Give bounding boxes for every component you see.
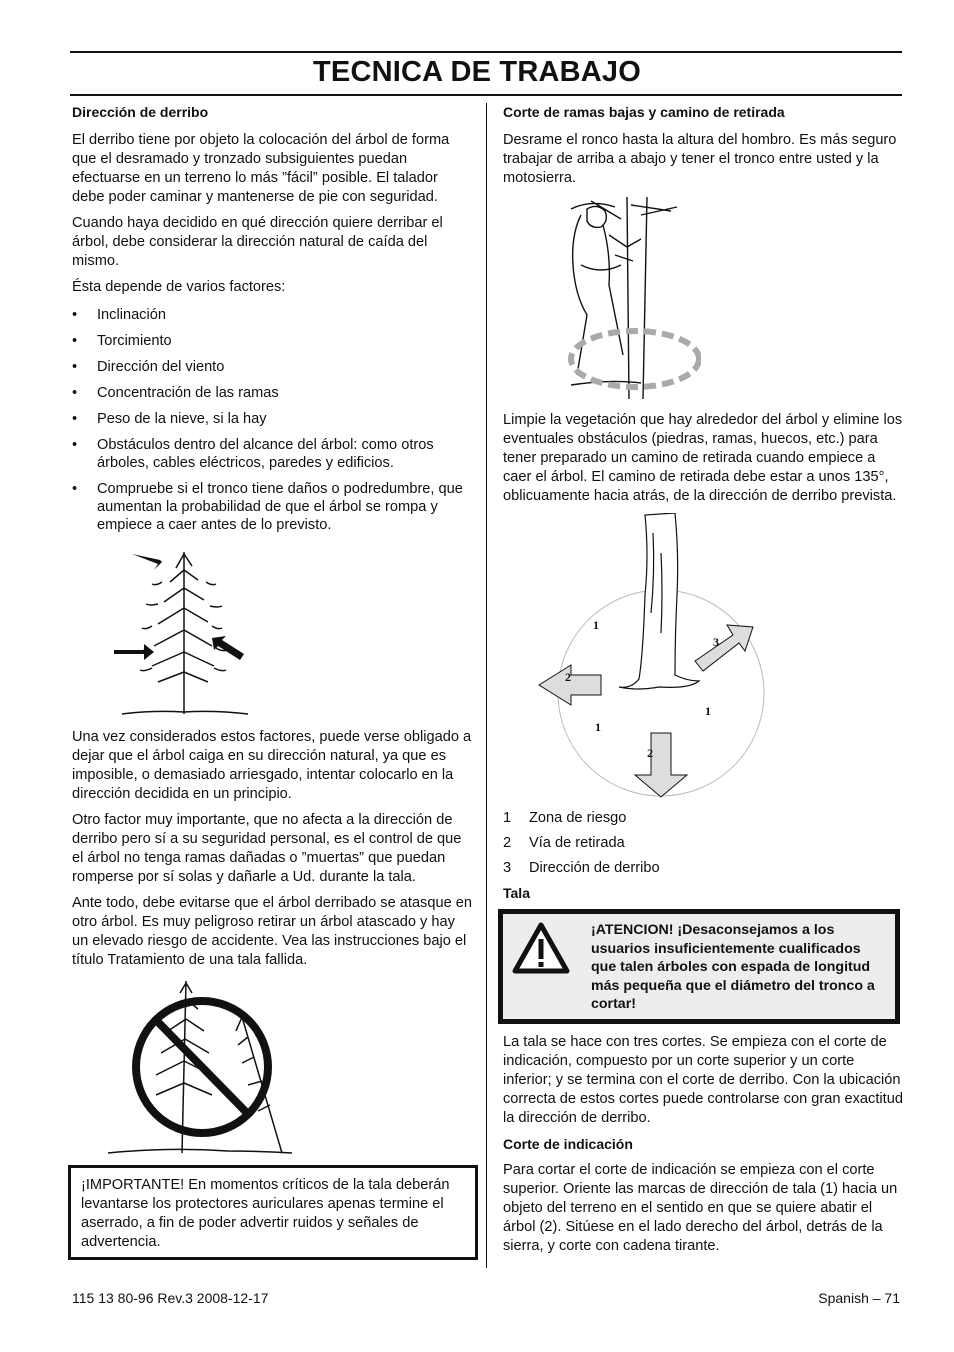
legend-item: 2 Vía de retirada <box>503 835 625 851</box>
section-heading-delimbing: Corte de ramas bajas y camino de retirada <box>503 104 785 120</box>
paragraph: Para cortar el corte de indicación se empieza con el corte superior. Oriente las marcas de dirección de tala (1) hacia un objeto del terreno en el sentido en que se quiere abatir el árbol (2). Sitúese en el lado derecho del árbol, detrás de la sierra, y corte con cadena tirante. <box>503 1161 898 1254</box>
paragraph: Cuando haya decidido en qué dirección quiere derribar el árbol, debe considerar la dirección natural de caída del mismo. <box>72 215 443 269</box>
diagram-legend <box>503 809 903 877</box>
list-item: • Dirección del viento <box>72 359 225 375</box>
diagram-label: 2 <box>647 746 653 760</box>
header-rule-bottom <box>70 94 902 96</box>
list-item: • Concentración de las ramas <box>72 385 279 401</box>
right-column <box>503 103 903 1263</box>
header-rule-top <box>70 51 902 53</box>
list-item: • Peso de la nieve, si la hay <box>72 411 267 427</box>
diagram-label: 1 <box>705 704 711 718</box>
factor-list <box>72 306 472 534</box>
paragraph: Ésta depende de varios factores: <box>72 279 286 295</box>
delimbing-illustration <box>531 195 701 403</box>
list-item: • Inclinación <box>72 307 166 323</box>
important-notice-box <box>68 1165 478 1260</box>
paragraph: Ante todo, debe evitarse que el árbol derribado se atasque en otro árbol. Es muy peligroso retirar un árbol atascado y hay un elevado riesgo de accidente. Vea las instrucciones bajo el título Tratamiento de una tala fallida. <box>72 895 472 968</box>
paragraph: Una vez considerados estos factores, puede verse obligado a dejar que el árbol caiga en su dirección natural, ya que es imposible, o demasiado arriesgado, intentar colocarlo en la dirección decidida en un principio. <box>72 729 472 802</box>
paragraph: Limpie la vegetación que hay alrededor del árbol y elimine los eventuales obstáculos (piedras, ramas, huecos, etc.) para tener preparado un camino de retirada cuando empiece a caer el árbol. El camino de retirada debe estar a unos 135°, oblicuamente hacia atrás, de la dirección de derribo prevista. <box>503 412 903 504</box>
footer-document-number: 115 13 80-96 Rev.3 2008-12-17 <box>72 1290 269 1306</box>
warning-triangle-icon <box>511 921 591 1014</box>
page-title: TECNICA DE TRABAJO <box>313 56 641 88</box>
diagram-label: 1 <box>593 618 599 632</box>
important-notice-text: ¡IMPORTANTE! En momentos críticos de la tala deberán levantarse los protectores auriculares apenas termine el aserrado, a fin de poder advertir ruidos y señales de advertencia. <box>81 1177 450 1250</box>
list-item: • Obstáculos dentro del alcance del árbol: como otros árboles, cables eléctricos, paredes y edificios. <box>72 437 434 471</box>
warning-box <box>498 909 900 1024</box>
no-stuck-tree-illustration <box>102 977 302 1157</box>
left-column <box>72 103 472 1260</box>
column-divider <box>486 103 487 1268</box>
diagram-label: 3 <box>713 635 719 649</box>
diagram-label: 2 <box>565 670 571 684</box>
section-heading-felling: Tala <box>503 885 530 901</box>
tree-factors-illustration <box>102 542 252 722</box>
section-heading-felling-direction: Dirección de derribo <box>72 104 209 120</box>
legend-item: 1 Zona de riesgo <box>503 810 627 826</box>
list-item: • Torcimiento <box>72 333 172 349</box>
diagram-label: 1 <box>595 720 601 734</box>
paragraph: La tala se hace con tres cortes. Se empieza con el corte de indicación, compuesto por un corte superior y un corte inferior; y se termina con el corte de derribo. Con la ubicación correcta de estos cortes puede controlarse con gran exactitud la dirección de derribo. <box>503 1033 903 1126</box>
paragraph: Otro factor muy importante, que no afecta a la dirección de derribo pero sí a su seguridad personal, es el control de que el árbol no tenga ramas dañadas o ”muertas” que puedan romperse por sí solas y dañarle a Ud. durante la tala. <box>72 812 462 885</box>
paragraph: El derribo tiene por objeto la colocación del árbol de forma que el desramado y tronzado subsiguientes puedan efectuarse en un terreno lo más ”fácil” posible. El talador debe poder caminar y mantenerse de pie con seguridad. <box>72 132 450 205</box>
list-item: • Compruebe si el tronco tiene daños o podredumbre, que aumentan la probabilidad de que el árbol se rompa y empiece a caer antes de lo previsto. <box>72 481 463 533</box>
paragraph: Desrame el ronco hasta la altura del hombro. Es más seguro trabajar de arriba a abajo y tener el tronco entre usted y la motosierra. <box>503 132 897 186</box>
footer-page-number: Spanish – 71 <box>818 1290 900 1306</box>
legend-item: 3 Dirección de derribo <box>503 860 660 876</box>
retreat-path-diagram <box>531 513 791 803</box>
section-heading-notch-cut: Corte de indicación <box>503 1135 633 1152</box>
warning-text: ¡ATENCION! ¡Desaconsejamos a los usuarios insuficientemente cualificados que talen árboles con espada de longitud más pequeña que el diámetro del tronco a cortar! <box>591 922 875 1013</box>
